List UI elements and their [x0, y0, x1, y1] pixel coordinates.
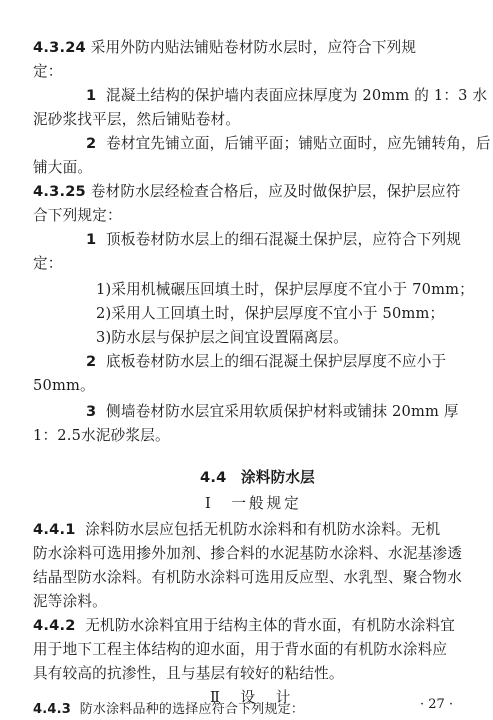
clause-text-line: 防水涂料可选用掺外加剂、掺合料的水泥基防水涂料、水泥基渗透	[33, 545, 463, 562]
page-number: · 27 ·	[420, 697, 454, 712]
clause-4-4-1-line1	[33, 520, 440, 540]
clause-4-3-25-line1	[33, 182, 461, 202]
item-text: 混凝土结构的保护墙内表面应抹厚度为 20mm 的 1：3 水	[106, 87, 488, 104]
item-line	[86, 86, 487, 106]
item-number: 3	[86, 403, 97, 420]
clause-text-line: 定：	[33, 63, 63, 80]
clause-4-4-3-line1	[33, 700, 304, 720]
clause-text-line: 具有较高的抗渗性，且与基层有较好的粘结性。	[33, 665, 344, 682]
item-line	[86, 230, 461, 250]
item-text-line: 50mm。	[33, 377, 95, 394]
item-text: 侧墙卷材防水层宜采用软质保护材料或铺抹 20mm 厚	[106, 403, 459, 420]
item-line	[86, 352, 446, 372]
item-text-line: 定：	[33, 255, 63, 272]
item-number: 1	[86, 87, 97, 104]
item-line	[86, 402, 459, 422]
clause-number: 4.4.3	[33, 702, 72, 717]
section-number: 4.4	[200, 469, 227, 486]
sub-item: 2)采用人工回填土时，保护层厚度不宜小于 50mm；	[96, 305, 445, 322]
clause-text-line: 用于地下工程主体结构的迎水面，用于背水面的有机防水涂料应	[33, 641, 448, 658]
section-title: 涂料防水层	[240, 469, 315, 486]
clause-number: 4.4.1	[33, 521, 76, 538]
clause-number: 4.3.25	[33, 183, 86, 200]
item-text-line: 铺大面。	[33, 159, 93, 176]
clause-text: 无机防水涂料宜用于结构主体的背水面，有机防水涂料宜	[85, 617, 456, 634]
clause-text: 采用外防内贴法铺贴卷材防水层时，应符合下列规	[90, 39, 417, 56]
clause-number: 4.3.24	[33, 39, 86, 56]
subsection-heading: Ⅰ 一般规定	[205, 495, 302, 512]
clause-text-line: 结晶型防水涂料。有机防水涂料可选用反应型、水乳型、聚合物水	[33, 569, 463, 586]
clause-text: 卷材防水层经检查合格后，应及时做保护层，保护层应符	[90, 183, 461, 200]
item-text: 卷材宜先铺立面，后铺平面；铺贴立面时，应先铺转角，后	[106, 135, 491, 152]
item-text-line: 泥砂浆找平层，然后铺贴卷材。	[33, 111, 241, 128]
item-text-line: 1：2.5水泥砂浆层。	[33, 427, 170, 444]
subsection-heading: Ⅱ 设 计	[210, 689, 294, 706]
sub-item: 1)采用机械碾压回填土时，保护层厚度不宜小于 70mm；	[96, 281, 474, 298]
sub-item: 3)防水层与保护层之间宜设置隔离层。	[96, 329, 349, 346]
item-number: 1	[86, 231, 97, 248]
clause-4-4-2-line1	[33, 616, 455, 636]
clause-text: 防水涂料品种的选择应符合下列规定：	[79, 702, 305, 717]
clause-text-line: 泥等涂料。	[33, 593, 107, 610]
item-number: 2	[86, 135, 97, 152]
item-number: 2	[86, 353, 97, 370]
clause-number: 4.4.2	[33, 617, 76, 634]
clause-text: 涂料防水层应包括无机防水涂料和有机防水涂料。无机	[85, 521, 441, 538]
section-heading	[200, 468, 315, 488]
clause-4-3-24-line1	[33, 38, 416, 58]
clause-text-line: 合下列规定：	[33, 207, 122, 224]
item-line	[86, 134, 491, 154]
item-text: 底板卷材防水层上的细石混凝土保护层厚度不应小于	[106, 353, 447, 370]
item-text: 顶板卷材防水层上的细石混凝土保护层，应符合下列规	[106, 231, 462, 248]
